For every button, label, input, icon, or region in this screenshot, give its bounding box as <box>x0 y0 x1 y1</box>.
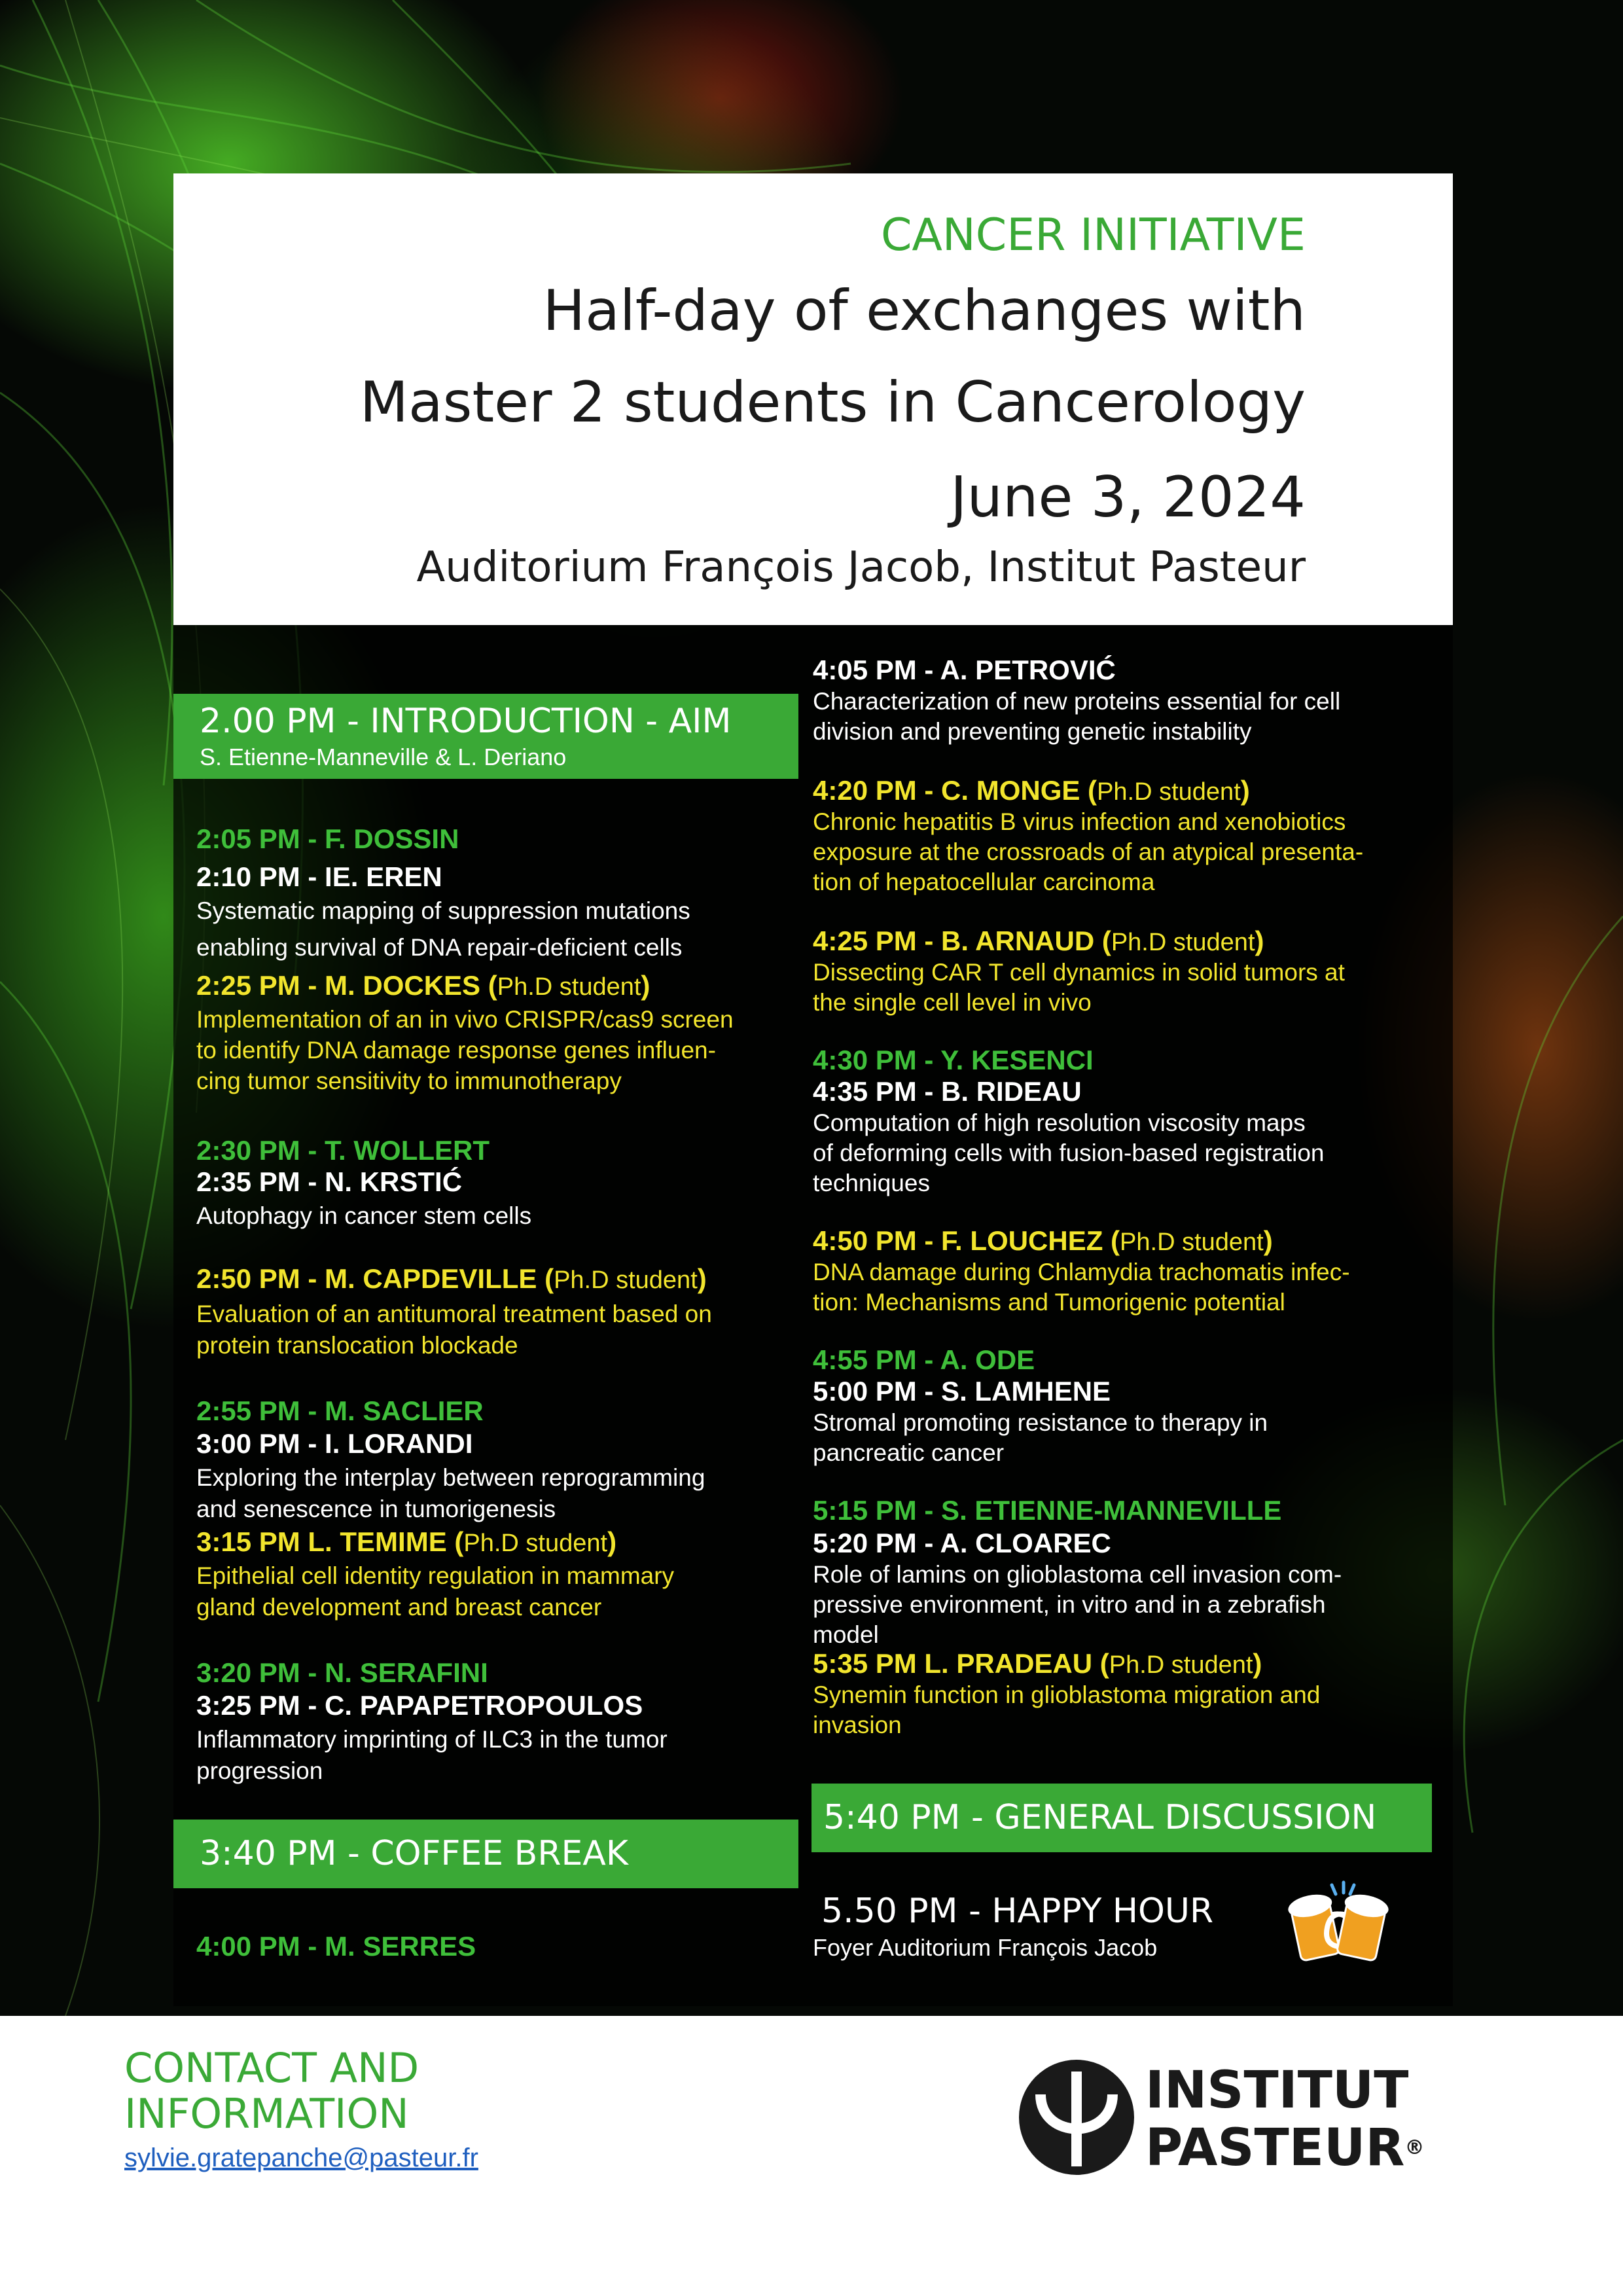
talk-title: 4:05 PM - A. PETROVIĆ <box>813 655 1116 685</box>
session-chair: 4:00 PM - M. SERRES <box>196 1931 476 1962</box>
talk-description: model <box>813 1621 879 1648</box>
beer-mugs-icon <box>1286 1878 1391 1970</box>
talk-description: Epithelial cell identity regulation in mammary <box>196 1562 675 1589</box>
talk-description: techniques <box>813 1170 930 1196</box>
session-chair: 4:30 PM - Y. KESENCI <box>813 1045 1094 1075</box>
talk-description: Autophagy in cancer stem cells <box>196 1202 532 1229</box>
talk-description: pressive environment, in vitro and in a zebrafish <box>813 1591 1326 1618</box>
logo-wordmark: INSTITUT PASTEUR® <box>1145 2061 1425 2178</box>
student-talk: 3:15 PM L. TEMIME (Ph.D student) <box>196 1526 617 1557</box>
session-chair: 4:55 PM - A. ODE <box>813 1344 1035 1375</box>
talk-title: 4:35 PM - B. RIDEAU <box>813 1076 1082 1107</box>
talk-description: Chronic hepatitis B virus infection and xenobiotics <box>813 808 1346 835</box>
happy-hour-title: 5.50 PM - HAPPY HOUR <box>821 1892 1214 1931</box>
student-talk: 2:50 PM - M. CAPDEVILLE (Ph.D student) <box>196 1263 707 1294</box>
talk-description: to identify DNA damage response genes influen- <box>196 1037 716 1064</box>
talk-description: enabling survival of DNA repair-deficient cells <box>196 934 683 961</box>
pasteur-logo-icon <box>1014 2055 1139 2179</box>
talk-description: of deforming cells with fusion-based registration <box>813 1139 1325 1166</box>
talk-description: Computation of high resolution viscosity maps <box>813 1109 1306 1136</box>
session-chair: 5:15 PM - S. ETIENNE-MANNEVILLE <box>813 1495 1282 1526</box>
phd-student-tag: Ph.D student <box>1109 1651 1253 1679</box>
event-venue: Auditorium François Jacob, Institut Pasteur <box>416 543 1306 592</box>
talk-description: Systematic mapping of suppression mutations <box>196 897 690 924</box>
talk-description: the single cell level in vivo <box>813 989 1092 1016</box>
student-talk: 4:25 PM - B. ARNAUD (Ph.D student) <box>813 925 1264 956</box>
intro-speakers: S. Etienne-Manneville & L. Deriano <box>200 744 567 770</box>
talk-title: 3:00 PM - I. LORANDI <box>196 1428 473 1459</box>
session-chair: 2:30 PM - T. WOLLERT <box>196 1135 490 1166</box>
title-line-2: Master 2 students in Cancerology <box>359 370 1306 435</box>
talk-description: tion of hepatocellular carcinoma <box>813 869 1155 895</box>
happy-hour-place: Foyer Auditorium François Jacob <box>813 1934 1158 1961</box>
session-chair: 2:55 PM - M. SACLIER <box>196 1395 484 1426</box>
talk-title: 2:10 PM - IE. EREN <box>196 861 442 892</box>
talk-title: 3:25 PM - C. PAPAPETROPOULOS <box>196 1690 643 1721</box>
general-discussion-bar: 5:40 PM - GENERAL DISCUSSION <box>812 1784 1432 1852</box>
student-talk: 4:50 PM - F. LOUCHEZ (Ph.D student) <box>813 1225 1273 1256</box>
session-chair: 3:20 PM - N. SERAFINI <box>196 1657 488 1688</box>
talk-description: and senescence in tumorigenesis <box>196 1496 556 1522</box>
talk-title: 5:00 PM - S. LAMHENE <box>813 1376 1111 1407</box>
event-tag: CANCER INITIATIVE <box>880 209 1306 261</box>
student-talk: 2:25 PM - M. DOCKES (Ph.D student) <box>196 970 651 1001</box>
talk-description: Implementation of an in vivo CRISPR/cas9 screen <box>196 1006 734 1033</box>
talk-description: Synemin function in glioblastoma migration and <box>813 1681 1321 1708</box>
talk-description: Exploring the interplay between reprogramming <box>196 1464 705 1491</box>
talk-description: progression <box>196 1757 323 1784</box>
talk-description: protein translocation blockade <box>196 1332 518 1359</box>
header-card <box>173 173 1453 625</box>
talk-description: pancreatic cancer <box>813 1439 1005 1466</box>
session-chair: 2:05 PM - F. DOSSIN <box>196 823 459 854</box>
talk-description: Characterization of new proteins essential for cell <box>813 688 1341 715</box>
talk-description: tion: Mechanisms and Tumorigenic potential <box>813 1289 1285 1316</box>
talk-description: Stromal promoting resistance to therapy in <box>813 1409 1268 1436</box>
talk-description: division and preventing genetic instability <box>813 718 1252 745</box>
event-date: June 3, 2024 <box>950 465 1306 530</box>
talk-description: Role of lamins on glioblastoma cell invasion com- <box>813 1561 1342 1588</box>
title-line-1: Half-day of exchanges with <box>543 278 1306 344</box>
coffee-break-bar: 3:40 PM - COFFEE BREAK <box>173 1820 798 1888</box>
phd-student-tag: Ph.D student <box>554 1266 698 1294</box>
institut-pasteur-logo <box>1014 2055 1459 2186</box>
student-talk: 5:35 PM L. PRADEAU (Ph.D student) <box>813 1648 1262 1679</box>
talk-description: Inflammatory imprinting of ILC3 in the tumor <box>196 1726 668 1753</box>
contact-heading: CONTACT AND INFORMATION <box>124 2044 419 2138</box>
phd-student-tag: Ph.D student <box>463 1530 608 1557</box>
talk-title: 2:35 PM - N. KRSTIĆ <box>196 1166 463 1197</box>
intro-bar <box>173 694 798 779</box>
talk-description: gland development and breast cancer <box>196 1594 602 1621</box>
phd-student-tag: Ph.D student <box>497 973 641 1001</box>
talk-description: Evaluation of an antitumoral treatment based on <box>196 1300 712 1327</box>
phd-student-tag: Ph.D student <box>1111 929 1255 956</box>
phd-student-tag: Ph.D student <box>1097 778 1241 806</box>
talk-description: exposure at the crossroads of an atypical presenta- <box>813 838 1364 865</box>
student-talk: 4:20 PM - C. MONGE (Ph.D student) <box>813 775 1250 806</box>
talk-description: invasion <box>813 1712 902 1738</box>
intro-label: 2.00 PM - INTRODUCTION - AIM <box>200 702 732 741</box>
contact-email-link[interactable]: sylvie.gratepanche@pasteur.fr <box>124 2144 478 2172</box>
phd-student-tag: Ph.D student <box>1120 1229 1264 1256</box>
talk-description: cing tumor sensitivity to immunotherapy <box>196 1067 622 1094</box>
talk-description: DNA damage during Chlamydia trachomatis infec- <box>813 1259 1350 1285</box>
talk-description: Dissecting CAR T cell dynamics in solid tumors at <box>813 959 1345 986</box>
talk-title: 5:20 PM - A. CLOAREC <box>813 1528 1111 1558</box>
